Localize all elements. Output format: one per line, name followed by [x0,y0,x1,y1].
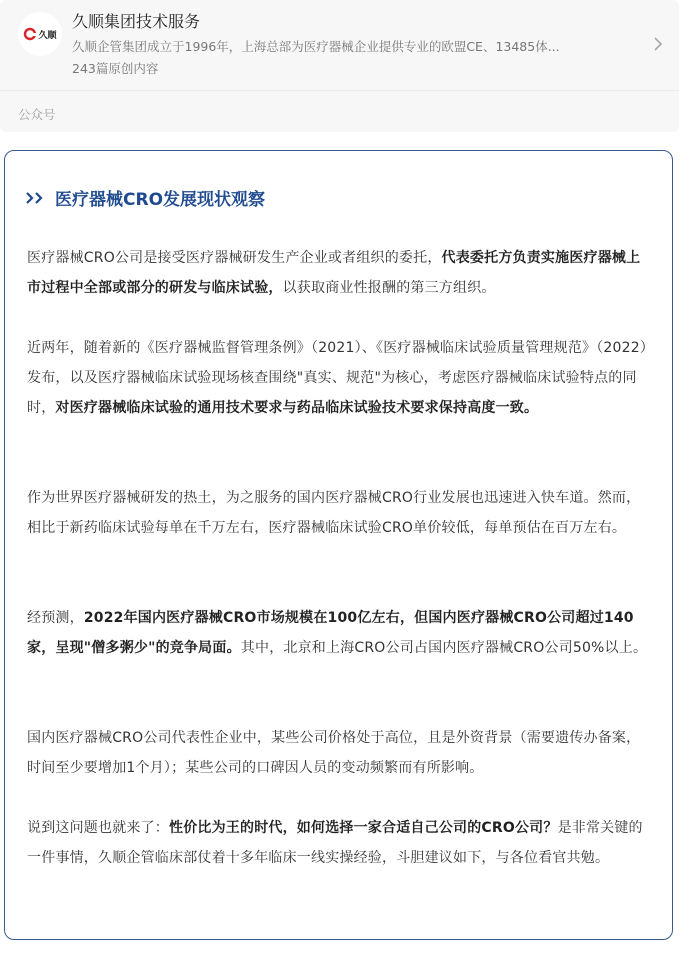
account-type-label: 公众号 [18,107,56,122]
para-text: 以获取商业性报酬的第三方组织。 [282,280,496,296]
paragraph-1 [27,243,649,303]
paragraph-5 [27,723,649,783]
paragraph-2 [27,333,649,423]
para-text: 医疗器械CRO公司是接受医疗器械研发生产企业或者组织的委托， [27,250,442,266]
chevron-right-icon[interactable] [652,36,664,52]
para-text: 其中，北京和上海CRO公司占国内医疗器械CRO公司50%以上。 [240,640,648,656]
account-card[interactable] [0,0,679,132]
double-chevron-icon [25,191,47,205]
logo-text: 久顺 [38,30,57,41]
para-text: 作为世界医疗器械研发的热土，为之服务的国内医疗器械CRO行业发展也迅速进入快车道。然而，相比于新药临床试验每单在千万左右，医疗器械临床试验CRO单价较低，每单预估在百万左右。 [27,490,641,536]
original-count: 243篇原创内容 [72,61,159,76]
account-logo [18,12,62,56]
section-heading [25,185,265,210]
para-text: 是非常关键的一件事情，久顺企管临床部仗着十多年临床一线实操经验，斗胆建议如下，与各位看官共勉。 [27,820,643,866]
paragraph-6 [27,813,649,873]
logo-mark-icon [23,27,37,41]
paragraph-4 [27,603,649,663]
para-text: 经预测， [27,610,84,626]
para-bold: 对医疗器械临床试验的通用技术要求与药品临床试验技术要求保持高度一致。 [55,400,539,416]
para-bold: 2022年国内医疗器械CRO市场规模在100亿左右，但国内医疗器械CRO公司超过140家，呈现"僧多粥少"的竞争局面。 [27,610,634,656]
para-bold: 代表委托方负责实施医疗器械上市过程中全部或部分的研发与临床试验， [27,250,641,296]
account-name[interactable]: 久顺集团技术服务 [72,12,201,31]
paragraph-3 [27,483,649,543]
para-text: 国内医疗器械CRO公司代表性企业中，某些公司价格处于高位，且是外资背景（需要遗传办备案，时间至少要增加1个月）；某些公司的口碑因人员的变动频繁而有所影响。 [27,730,641,776]
article-box [4,150,673,940]
para-text: 说到这问题也就来了： [27,820,169,836]
para-text: 近两年，随着新的《医疗器械监督管理条例》（2021）、《医疗器械临床试验质量管理规范》（2022）发布，以及医疗器械临床试验现场核查围绕"真实、规范"为核心，考虑医疗器械临床试验特点的同时， [27,340,648,416]
account-description: 久顺企管集团成立于1996年，上海总部为医疗器械企业提供专业的欧盟CE、13485体... [72,39,560,54]
para-bold: 性价比为王的时代，如何选择一家合适自己公司的CRO公司？ [169,820,558,836]
heading-text: 医疗器械CRO发展现状观察 [55,190,266,210]
card-divider [0,90,679,91]
